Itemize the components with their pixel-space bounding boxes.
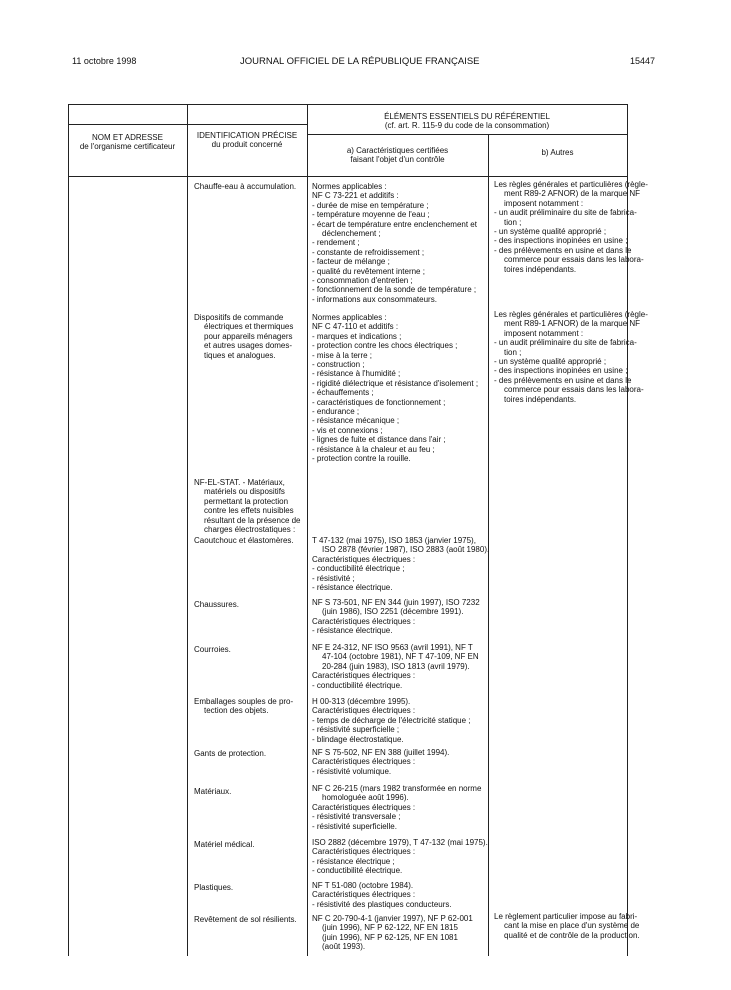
text-line: - un système qualité approprié ;	[494, 227, 607, 237]
text-line: - des inspections inopinées en usine ;	[494, 366, 628, 376]
table-header-bottom-border	[68, 176, 628, 177]
text-line: Normes applicables :	[312, 182, 387, 191]
caracteristiques-chauffe-eau	[312, 182, 477, 304]
product-line: Dispositifs de commande	[194, 313, 284, 322]
text-line: H 00-313 (décembre 1995).	[312, 697, 411, 706]
text-line: toires indépendants.	[504, 394, 577, 404]
text-line: - facteur de mélange ;	[312, 257, 390, 267]
text-line: - endurance ;	[312, 407, 360, 417]
text-line: toires indépendants.	[504, 264, 577, 274]
product-chaussures	[194, 600, 239, 609]
product-line: Gants de protection.	[194, 749, 267, 758]
text-line: - rendement ;	[312, 238, 360, 248]
product-line: Emballages souples de pro-	[194, 697, 294, 706]
text-line: Caractéristiques électriques :	[312, 706, 416, 716]
text-line: ment R89-1 AFNOR) de la marque NF	[504, 319, 641, 329]
text-line: commerce pour essais dans les labora-	[504, 385, 644, 395]
product-line: Chauffe-eau à accumulation.	[194, 182, 297, 191]
product-line: matériels ou dispositifs	[204, 487, 285, 497]
product-emballages	[194, 697, 293, 716]
text-line: - marques et indications ;	[312, 331, 402, 341]
product-line: permettant la protection	[204, 496, 289, 506]
text-line: - conductibilité électrique ;	[312, 564, 405, 574]
text-line: ISO 2878 (février 1987), ISO 2883 (août 1980).	[322, 545, 490, 555]
text-line: Caractéristiques électriques :	[312, 890, 416, 900]
product-materiaux	[194, 787, 231, 796]
text-line: - protection contre la rouille.	[312, 454, 411, 464]
text-line: commerce pour essais dans les labora-	[504, 255, 644, 265]
text-line: (juin 1996), NF P 62-122, NF EN 1815	[322, 923, 458, 933]
text-line: - température moyenne de l'eau ;	[312, 210, 430, 220]
text-line: NF C 47-110 et additifs :	[312, 322, 399, 332]
page-date: 11 octobre 1998	[72, 56, 137, 66]
header-col-caracteristiques	[307, 146, 488, 165]
text-line: - qualité du revêtement interne ;	[312, 266, 425, 276]
text-line: - résistance électrique.	[312, 626, 393, 636]
caracteristiques-materiel-medical	[312, 838, 488, 876]
header-col-organisme	[68, 133, 187, 152]
col-divider-2	[307, 104, 308, 956]
header-group-line1: ÉLÉMENTS ESSENTIELS DU RÉFÉRENTIEL	[384, 112, 550, 121]
text-line: - échauffements ;	[312, 388, 374, 398]
header-col3-line2: faisant l'objet d'un contrôle	[350, 155, 445, 165]
text-line: - résistivité superficielle ;	[312, 725, 400, 735]
text-line: - temps de décharge de l'électricité statique ;	[312, 715, 471, 725]
text-line: qualité et de contrôle de la production.	[504, 930, 640, 940]
product-revetement-sol	[194, 915, 297, 924]
text-line: Caractéristiques électriques :	[312, 671, 416, 681]
product-line: Caoutchouc et élastomères.	[194, 536, 294, 545]
header-col-autres	[488, 148, 627, 157]
header-col2-line2: du produit concerné	[211, 140, 283, 150]
text-line: - des inspections inopinées en usine ;	[494, 236, 628, 246]
text-line: - protection contre les chocs électriques ;	[312, 341, 458, 351]
caracteristiques-dispositifs	[312, 313, 478, 464]
product-line: Plastiques.	[194, 883, 234, 892]
product-chauffe-eau	[194, 182, 296, 191]
text-line: 20-284 (juin 1983), ISO 1813 (avril 1979).	[322, 661, 470, 671]
caracteristiques-materiaux	[312, 784, 481, 831]
text-line: - durée de mise en température ;	[312, 200, 429, 210]
header-col1-line1: NOM ET ADRESSE	[92, 133, 163, 142]
caracteristiques-emballages	[312, 697, 471, 744]
product-line: Chaussures.	[194, 600, 239, 609]
text-line: - résistivité transversale ;	[312, 812, 401, 822]
product-line: électriques et thermiques	[204, 322, 294, 332]
text-line: (août 1993).	[322, 942, 366, 952]
text-line: ISO 2882 (décembre 1979), T 47-132 (mai 1975).	[312, 838, 488, 847]
product-courroies	[194, 645, 231, 654]
text-line: - rigidité diélectrique et résistance d'isolement ;	[312, 378, 479, 388]
autres-chauffe-eau	[494, 180, 648, 274]
product-line: Revêtement de sol résilients.	[194, 915, 297, 924]
caracteristiques-courroies	[312, 643, 479, 690]
text-line: NF S 75-502, NF EN 388 (juillet 1994).	[312, 748, 450, 757]
header-col3-line1: a) Caractéristiques certifiées	[346, 146, 449, 155]
text-line: Caractéristiques électriques :	[312, 757, 416, 767]
text-line: - lignes de fuite et distance dans l'air ;	[312, 435, 446, 445]
product-line: résultant de la présence de	[204, 515, 301, 525]
text-line: tion ;	[504, 347, 522, 357]
caracteristiques-gants	[312, 748, 449, 776]
text-line: T 47-132 (mai 1975), ISO 1853 (janvier 1975),	[312, 536, 476, 545]
text-line: - blindage électrostatique.	[312, 734, 404, 744]
header-col4-line1: b) Autres	[541, 148, 574, 157]
text-line: - résistance électrique.	[312, 583, 393, 593]
caracteristiques-caoutchouc	[312, 536, 489, 592]
text-line: - des prélèvements en usine et dans le	[494, 245, 632, 255]
text-line: - résistivité des plastiques conducteurs.	[312, 899, 452, 909]
text-line: Caractéristiques électriques :	[312, 802, 416, 812]
header-col-produit	[187, 131, 307, 150]
text-line: - un audit préliminaire du site de fabrica-	[494, 208, 637, 218]
header-group-elements	[307, 112, 627, 131]
caracteristiques-revetement	[312, 914, 473, 952]
text-line: NF C 73-221 et additifs :	[312, 191, 399, 201]
text-line: - vis et connexions ;	[312, 425, 383, 435]
product-materiel-medical	[194, 840, 254, 849]
text-line: (juin 1986), ISO 2251 (décembre 1991).	[322, 607, 464, 617]
product-nf-el-stat	[194, 478, 301, 534]
product-line: tection des objets.	[204, 706, 269, 716]
text-line: - mise à la terre ;	[312, 350, 373, 360]
caracteristiques-chaussures	[312, 598, 480, 636]
group-header-rule	[307, 134, 627, 135]
product-line: Courroies.	[194, 645, 231, 654]
text-line: Caractéristiques électriques :	[312, 554, 416, 564]
text-line: (juin 1996), NF P 62-125, NF EN 1081	[322, 932, 458, 942]
text-line: - résistivité superficielle.	[312, 821, 397, 831]
text-line: NF T 51-080 (octobre 1984).	[312, 881, 414, 890]
autres-revetement	[494, 912, 640, 940]
journal-title: JOURNAL OFFICIEL DE LA RÉPUBLIQUE FRANÇAISE	[240, 56, 480, 67]
product-line: et autres usages domes-	[204, 341, 293, 351]
text-line: - un système qualité approprié ;	[494, 357, 607, 367]
text-line: - conductibilité électrique.	[312, 680, 403, 690]
header-col1-line2: de l'organisme certificateur	[79, 142, 176, 152]
text-line: imposent notamment :	[504, 328, 584, 338]
caracteristiques-plastiques	[312, 881, 452, 909]
text-line: - un audit préliminaire du site de fabrica-	[494, 338, 637, 348]
product-line: Matériel médical.	[194, 840, 255, 849]
text-line: - conductibilité électrique.	[312, 866, 403, 876]
table-left-border	[68, 104, 69, 956]
autres-dispositifs	[494, 310, 648, 404]
text-line: NF E 24-312, NF ISO 9563 (avril 1991), NF T	[312, 643, 473, 652]
text-line: - caractéristiques de fonctionnement ;	[312, 397, 446, 407]
text-line: Normes applicables :	[312, 313, 387, 322]
text-line: - résistivité ;	[312, 573, 355, 583]
text-line: - consommation d'entretien ;	[312, 276, 413, 286]
text-line: - résistivité volumique.	[312, 766, 392, 776]
text-line: - résistance électrique ;	[312, 856, 395, 866]
text-line: - résistance à la chaleur et au feu ;	[312, 444, 435, 454]
product-line: pour appareils ménagers	[204, 331, 293, 341]
product-line: charges électrostatiques :	[204, 525, 296, 535]
table-top-border	[68, 104, 628, 105]
text-line: - construction ;	[312, 360, 365, 370]
product-line: NF-EL-STAT. - Matériaux,	[194, 478, 285, 487]
text-line: imposent notamment :	[504, 198, 584, 208]
text-line: Caractéristiques électriques :	[312, 616, 416, 626]
text-line: Les règles générales et particulières (règle-	[494, 310, 648, 319]
text-line: - écart de température entre enclenchement et	[312, 219, 477, 229]
header-group-line2: (cf. art. R. 115-9 du code de la consommation)	[384, 121, 550, 131]
text-line: - résistance à l'humidité ;	[312, 369, 401, 379]
text-line: - constante de refroidissement ;	[312, 247, 425, 257]
text-line: Les règles générales et particulières (règle-	[494, 180, 648, 189]
text-line: Caractéristiques électriques :	[312, 847, 416, 857]
text-line: tion ;	[504, 217, 522, 227]
page-number: 15447	[630, 56, 656, 66]
col1-header-rule	[68, 124, 187, 125]
product-gants	[194, 749, 266, 758]
text-line: - informations aux consommateurs.	[312, 294, 437, 304]
text-line: Le règlement particulier impose au fabri-	[494, 912, 638, 921]
text-line: - des prélèvements en usine et dans le	[494, 375, 632, 385]
text-line: homologuée août 1996).	[322, 793, 409, 803]
product-line: tiques et analogues.	[204, 350, 276, 360]
text-line: NF S 73-501, NF EN 344 (juin 1997), ISO 7232	[312, 598, 480, 607]
product-caoutchouc	[194, 536, 294, 545]
text-line: - fonctionnement de la sonde de température ;	[312, 285, 477, 295]
col2-header-rule	[187, 124, 307, 125]
header-col2-line1: IDENTIFICATION PRÉCISE	[196, 131, 298, 140]
text-line: NF C 20-790-4-1 (janvier 1997), NF P 62-001	[312, 914, 473, 923]
col-divider-1	[187, 104, 188, 956]
text-line: ment R89-2 AFNOR) de la marque NF	[504, 189, 641, 199]
text-line: 47-104 (octobre 1981), NF T 47-109, NF EN	[322, 652, 479, 662]
text-line: NF C 26-215 (mars 1982 transformée en norme	[312, 784, 482, 793]
product-line: Matériaux.	[194, 787, 232, 796]
text-line: cant la mise en place d'un système de	[504, 921, 640, 931]
product-plastiques	[194, 883, 233, 892]
text-line: déclenchement ;	[322, 229, 381, 239]
product-dispositifs-commande	[194, 313, 293, 360]
text-line: - résistance mécanique ;	[312, 416, 400, 426]
product-line: contre les effets nuisibles	[204, 506, 294, 516]
